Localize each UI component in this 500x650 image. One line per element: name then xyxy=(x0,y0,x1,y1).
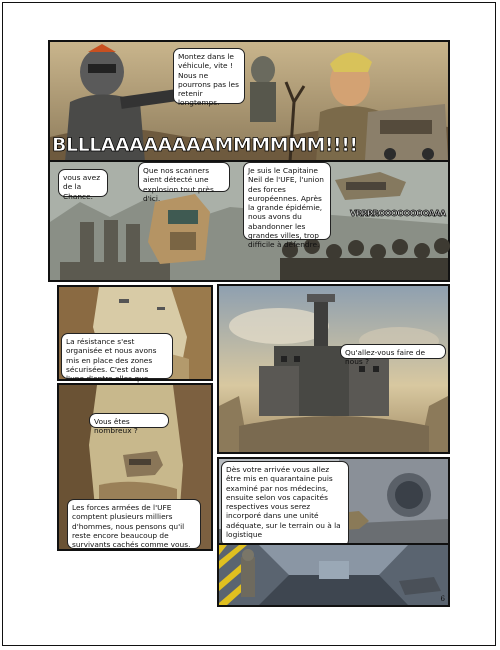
page-number: 6 xyxy=(440,595,445,603)
panel-4-art xyxy=(219,286,448,452)
speech-bubble-resistance: La résistance s'est organisée et nous avons mis en place des zones sécurisées. C'est dans l'une d'entre elles que xyxy=(61,333,173,379)
speech-bubble-nombreux: Vous êtes nombreux ? xyxy=(89,413,169,428)
panel-3 xyxy=(57,285,213,381)
speech-bubble-scanners: Que nos scanners aient détecté une explosion tout près d'ici. xyxy=(138,162,230,192)
speech-bubble-montez: Montez dans le véhicule, vite ! Nous ne pourrons pas les retenir longtemps. xyxy=(173,48,245,104)
speech-bubble-arrivee: Dès votre arrivée vous allez être mis en quarantaine puis examiné par nos médecins, ensuite selon vos capacités respectives vous serez incorporé dans une unité adéquate, sur le terrain ou à la logistique xyxy=(221,461,349,547)
sfx-engine: VRRRROOOOOOOOAAA xyxy=(350,209,446,218)
panel-6 xyxy=(217,457,450,551)
speech-bubble-quallez: Qu'allez-vous faire de nous ? xyxy=(340,344,446,359)
sfx-gunfire: BLLLAAAAAAAAMMMMMM!!!! xyxy=(52,134,358,156)
panel-4 xyxy=(217,284,450,454)
speech-bubble-chance: vous avez de la Chance. xyxy=(58,169,108,197)
panel-7-art xyxy=(219,545,448,605)
panel-1 xyxy=(48,40,450,164)
speech-bubble-forces: Les forces armées de l'UFE comptent plusieurs milliers d'hommes, nous pensons qu'il reste encore beaucoup de survivants cachés comme vous. xyxy=(67,499,201,549)
speech-bubble-capitaine: Je suis le Capitaine Neil de l'UFE, l'union des forces européennes. Après la grande épidémie, nous avons du abandonner les grandes villes, trop difficile à défendre. xyxy=(243,162,331,240)
panel-2 xyxy=(48,160,450,282)
panel-5 xyxy=(57,383,213,551)
panel-7 xyxy=(217,543,450,607)
